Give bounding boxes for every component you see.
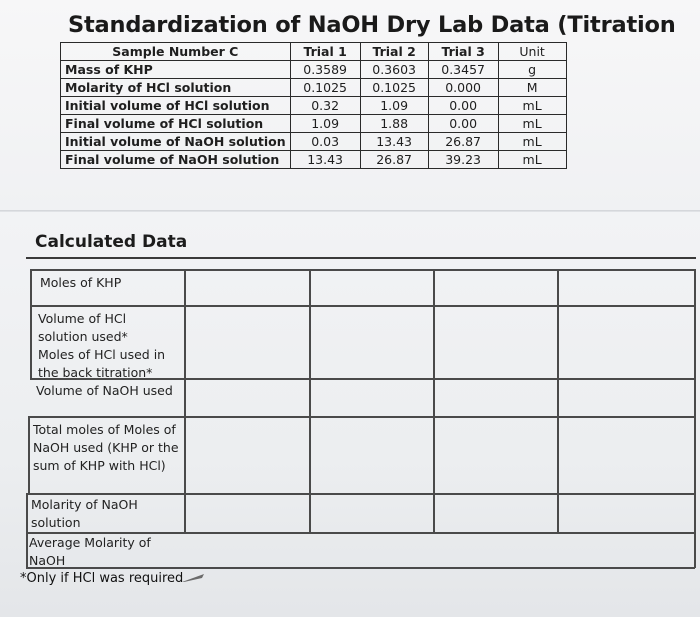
grid-line <box>30 269 695 271</box>
grid-line <box>30 305 695 307</box>
trial-3-value: 0.00 <box>428 97 498 115</box>
row-label: Mass of KHP <box>61 61 291 79</box>
unit-value: mL <box>498 133 566 151</box>
trial-2-value: 0.3603 <box>360 61 428 79</box>
calc-row-label: Molarity of NaOH solution <box>31 497 138 530</box>
trial-2-value: 13.43 <box>360 133 428 151</box>
grid-line <box>309 269 311 533</box>
trial-1-value: 13.43 <box>290 151 360 169</box>
calc-row-label: Volume of NaOH used <box>36 383 173 398</box>
trial-1-value: 0.03 <box>290 133 360 151</box>
trial-3-value: 0.000 <box>428 79 498 97</box>
header-trial-1: Trial 1 <box>290 43 360 61</box>
trial-2-value: 0.1025 <box>360 79 428 97</box>
grid-line <box>28 493 695 495</box>
header-sample-number: Sample Number C <box>61 43 291 61</box>
calc-row-label: Moles of KHP <box>40 275 122 290</box>
row-label: Molarity of HCl solution <box>61 79 291 97</box>
unit-value: mL <box>498 151 566 169</box>
row-label: Final volume of NaOH solution <box>61 151 291 169</box>
trial-2-value: 1.88 <box>360 115 428 133</box>
pen-tip-icon <box>182 574 204 582</box>
grid-line <box>694 269 696 568</box>
trial-3-value: 0.00 <box>428 115 498 133</box>
grid-line <box>557 269 559 533</box>
header-trial-2: Trial 2 <box>360 43 428 61</box>
trial-3-value: 26.87 <box>428 133 498 151</box>
trial-1-value: 1.09 <box>290 115 360 133</box>
unit-value: mL <box>498 115 566 133</box>
calculated-data-heading: Calculated Data <box>35 232 188 252</box>
trial-2-value: 26.87 <box>360 151 428 169</box>
grid-line <box>184 269 186 533</box>
calc-row-label: Total moles of Moles of NaOH used (KHP or the sum of KHP with HCl) <box>33 422 179 473</box>
calc-row-label: Volume of HCl solution used* <box>38 311 128 344</box>
grid-line <box>30 269 32 379</box>
calc-row-label: Average Molarity of NaOH <box>29 535 151 568</box>
trial-3-value: 39.23 <box>428 151 498 169</box>
grid-line <box>26 493 28 568</box>
row-label: Initial volume of HCl solution <box>61 97 291 115</box>
grid-line <box>30 416 695 418</box>
unit-value: M <box>498 79 566 97</box>
trial-2-value: 1.09 <box>360 97 428 115</box>
trial-1-value: 0.1025 <box>290 79 360 97</box>
row-label: Initial volume of NaOH solution <box>61 133 291 151</box>
grid-line <box>433 269 435 533</box>
row-label: Final volume of HCl solution <box>61 115 291 133</box>
trial-3-value: 0.3457 <box>428 61 498 79</box>
unit-value: g <box>498 61 566 79</box>
header-trial-3: Trial 3 <box>428 43 498 61</box>
grid-line <box>28 416 30 494</box>
calc-row-label: Moles of HCl used in the back titration* <box>38 347 166 380</box>
trial-1-value: 0.32 <box>290 97 360 115</box>
trial-1-value: 0.3589 <box>290 61 360 79</box>
page-title: Standardization of NaOH Dry Lab Data (Titration <box>68 12 676 38</box>
unit-value: mL <box>498 97 566 115</box>
footnote: *Only if HCl was required <box>20 571 184 586</box>
header-unit: Unit <box>498 43 566 61</box>
